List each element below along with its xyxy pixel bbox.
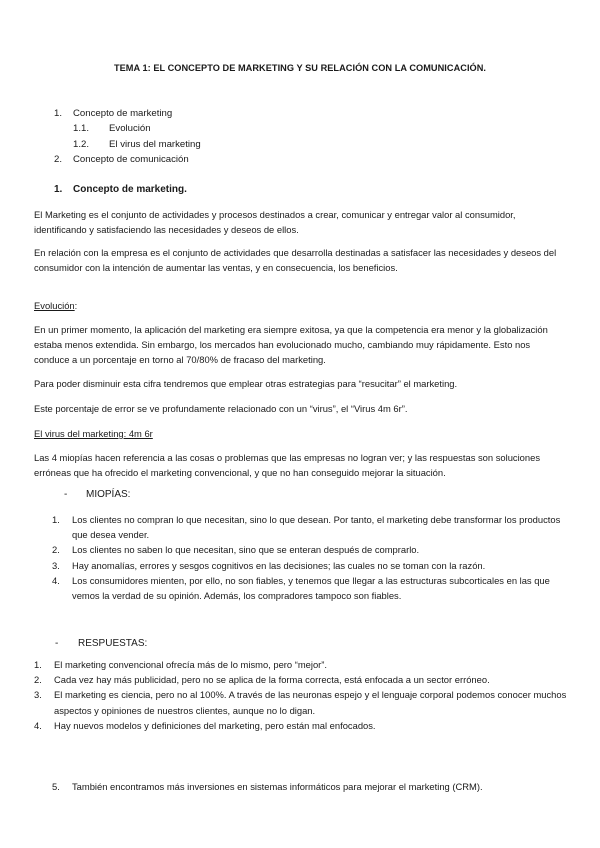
- list-item: [34, 657, 567, 672]
- section-heading: [54, 184, 187, 195]
- list-text: También encontramos más inversiones en sistemas informáticos para mejorar el marketing (CRM).: [72, 781, 483, 792]
- evolucion-label: Evolución: [34, 300, 75, 311]
- dash-bullet: -: [55, 638, 59, 649]
- evolucion-colon: :: [74, 300, 78, 311]
- list-number: 2.: [34, 674, 42, 686]
- toc-number: 1.: [54, 108, 63, 119]
- respuestas-list: [34, 657, 567, 733]
- list-number: 5.: [52, 781, 60, 792]
- toc-text: Concepto de marketing: [73, 108, 173, 119]
- section-number: 1.: [54, 184, 63, 195]
- list-item: [52, 542, 567, 557]
- miopias-list: [52, 512, 567, 603]
- list-number: 1.: [52, 514, 60, 525]
- list-text: El marketing convencional ofrecía más de lo mismo, pero “mejor”.: [54, 659, 328, 670]
- list-number: 1.: [34, 659, 42, 670]
- paragraph-miopias-intro: Las 4 miopías hacen referencia a las cosas o problemas que las empresas no logran ver; y las respuestas son soluciones erróneas que ha ofrecido el marketing convencional, y que no han conseguido mejorar la situación.: [34, 452, 541, 479]
- list-item: [52, 512, 567, 542]
- paragraph-virus: Este porcentaje de error se ve profundamente relacionado con un “virus”, el “Virus 4m 6r”.: [34, 403, 408, 414]
- list-text: Cada vez hay más publicidad, pero no se aplica de la forma correcta, está enfocada a un sector erróneo.: [54, 674, 490, 686]
- list-item: [52, 558, 567, 573]
- list-item: [52, 573, 567, 603]
- list-item: [52, 779, 567, 794]
- list-number: 4.: [52, 574, 60, 586]
- list-number: 4.: [34, 719, 42, 731]
- paragraph-estrategias: Para poder disminuir esta cifra tendremos que emplear otras estrategias para “resucitar” el marketing.: [34, 378, 458, 389]
- respuestas-heading-text: RESPUESTAS:: [78, 638, 148, 649]
- toc-number: 1.1.: [73, 123, 90, 135]
- list-text: Los clientes no saben lo que necesitan, sino que se enteran después de comprarlo.: [72, 544, 420, 556]
- list-item: [34, 718, 567, 733]
- toc-text: Evolución: [109, 123, 151, 135]
- list-text: Los clientes no compran lo que necesitan, sino lo que desean. Por tanto, el marketing debe transformar los productos que desea vender.: [72, 514, 561, 541]
- paragraph-definition: El Marketing es el conjunto de actividades y procesos destinados a crear, comunicar y entregar valor al consumidor, identificando y satisfaciendo las necesidades y deseos de ellos.: [34, 209, 516, 236]
- paragraph-evolucion: En un primer momento, la aplicación del marketing era siempre exitosa, ya que la competencia era menor y la globalización estaba menos extendida. Sin embargo, los mercados han evolucionado mucho, cambiando muy rápidamente. Esto nos conduce a un porcentaje en torno al 70/80% de fracaso del marketing.: [34, 324, 548, 366]
- list-number: 2.: [52, 544, 60, 556]
- list-text: Hay nuevos modelos y definiciones del marketing, pero están mal enfocados.: [54, 719, 376, 731]
- list-number: 3.: [52, 559, 60, 571]
- subheading-evolucion: [34, 298, 567, 313]
- toc-text: Concepto de comunicación: [73, 153, 189, 165]
- list-number: 3.: [34, 689, 42, 701]
- list-item: [34, 672, 567, 687]
- section-title: Concepto de marketing.: [73, 184, 187, 195]
- miopias-heading-text: MIOPÍAS:: [86, 489, 131, 500]
- list-item: [34, 687, 567, 717]
- list-text: Hay anomalías, errores y sesgos cognitivos en las decisiones; las cuales no se toman con la razón.: [72, 559, 486, 571]
- toc-number: 2.: [54, 153, 63, 165]
- dash-bullet: -: [64, 489, 68, 500]
- list-text: El marketing es ciencia, pero no al 100%. A través de las neuronas espejo y el lenguaje corporal podemos conocer muchos aspectos y opiniones de nuestros clientes, aunque no lo digan.: [54, 689, 567, 716]
- list-text: Los consumidores mienten, por ello, no son fiables, y tenemos que llegar a las estructuras subcorticales en las que vemos la verdad de su opinión. Además, los compradores tampoco son fiables.: [72, 574, 550, 602]
- respuestas-extra: [52, 779, 567, 794]
- paragraph-empresa: En relación con la empresa es el conjunto de actividades que desarrolla destinadas a satisfacer las necesidades y deseos del consumidor con la intención de aumentar las ventas, y en consecuencia, los beneficios.: [34, 247, 557, 274]
- document-title: TEMA 1: EL CONCEPTO DE MARKETING Y SU RELACIÓN CON LA COMUNICACIÓN.: [113, 63, 487, 73]
- subheading-virus: El virus del marketing: 4m 6r: [34, 428, 153, 439]
- toc-text: El virus del marketing: [109, 138, 201, 150]
- toc-number: 1.2.: [73, 138, 90, 150]
